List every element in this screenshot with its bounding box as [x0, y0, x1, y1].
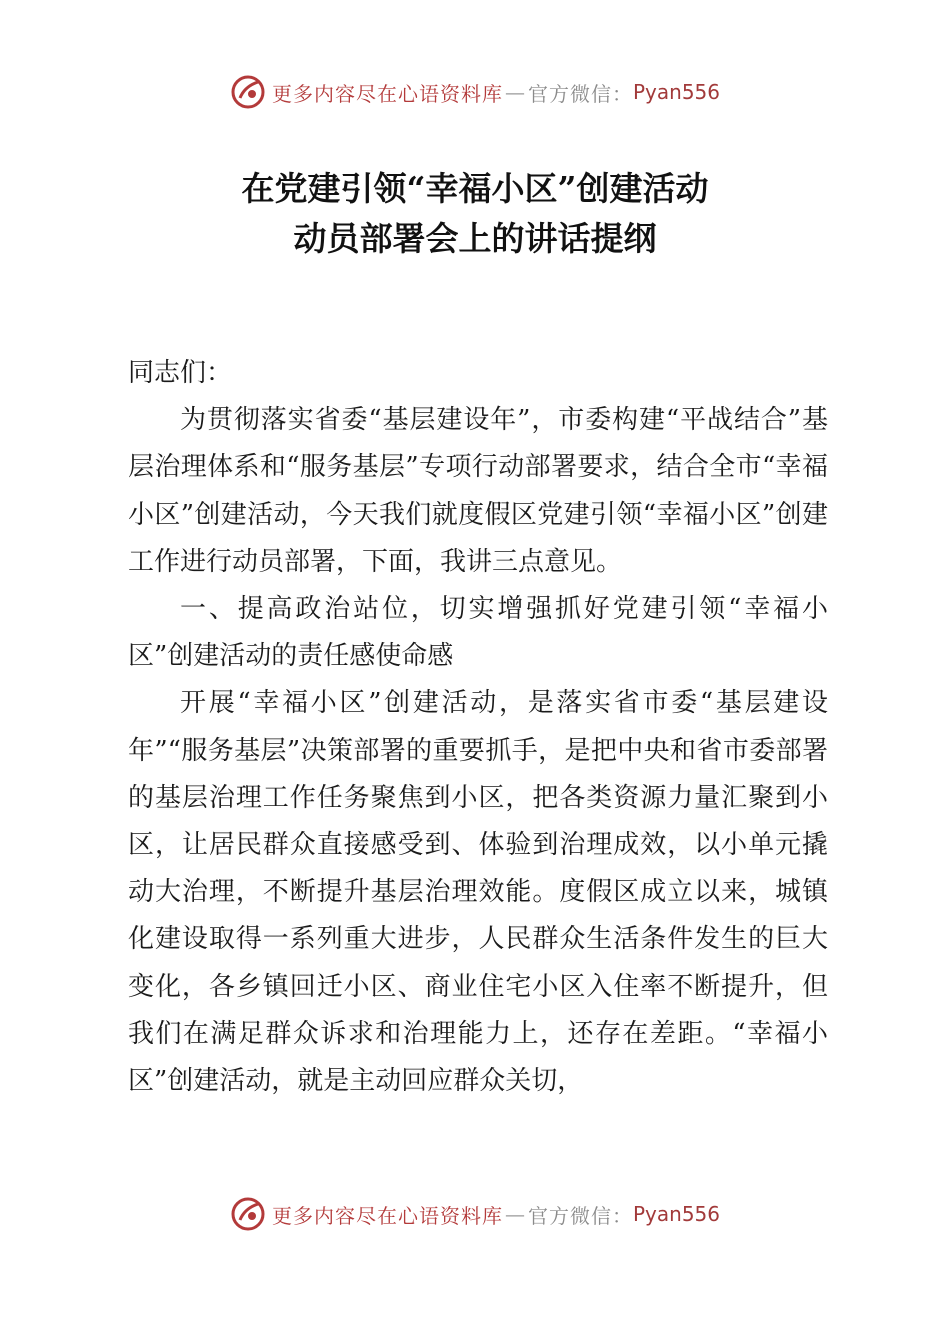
header-wechat-id: Pyan556	[632, 80, 720, 104]
header-separator: —	[504, 80, 526, 104]
footer-wechat-id: Pyan556	[632, 1202, 720, 1226]
document-title	[0, 164, 950, 264]
brand-logo-icon	[230, 1196, 266, 1232]
header-wechat-label: 官方微信：	[527, 81, 633, 106]
title-line-1: 在党建引领“幸福小区”创建活动	[241, 169, 709, 208]
paragraph-intro: 为贯彻落实省委“基层建设年”，市委构建“平战结合”基层治理体系和“服务基层”专项行动部署要求，结合全市“幸福小区”创建活动，今天我们就度假区党建引领“幸福小区”创建工作进行动员部署，下面，我讲三点意见。	[128, 405, 828, 577]
paragraph-section-1: 开展“幸福小区”创建活动，是落实省市委“基层建设年”“服务基层”决策部署的重要抓手，是把中央和省市委部署的基层治理工作任务聚焦到小区，把各类资源力量汇聚到小区，让居民群众直接感受到、体验到治理成效，以小单元撬动大治理，不断提升基层治理效能。度假区成立以来，城镇化建设取得一系列重大进步，人民群众生活条件发生的巨大变化，各乡镇回迁小区、商业住宅小区入住率不断提升，但我们在满足群众诉求和治理能力上，还存在差距。“幸福小区”创建活动，就是主动回应群众关切，	[128, 688, 828, 1097]
footer-separator: —	[504, 1202, 526, 1226]
title-line-2: 动员部署会上的讲话提纲	[293, 219, 657, 258]
header-banner	[0, 72, 950, 112]
section-heading-1: 一、提高政治站位，切实增强抓好党建引领“幸福小区”创建活动的责任感使命感	[128, 594, 828, 672]
salutation: 同志们：	[128, 358, 233, 388]
footer-wechat-label: 官方微信：	[527, 1203, 633, 1228]
document-body	[128, 350, 828, 1105]
footer-banner	[0, 1194, 950, 1234]
brand-logo-icon	[230, 74, 266, 110]
header-brand-text: 更多内容尽在心语资料库	[271, 81, 503, 106]
footer-brand-text: 更多内容尽在心语资料库	[271, 1203, 503, 1228]
